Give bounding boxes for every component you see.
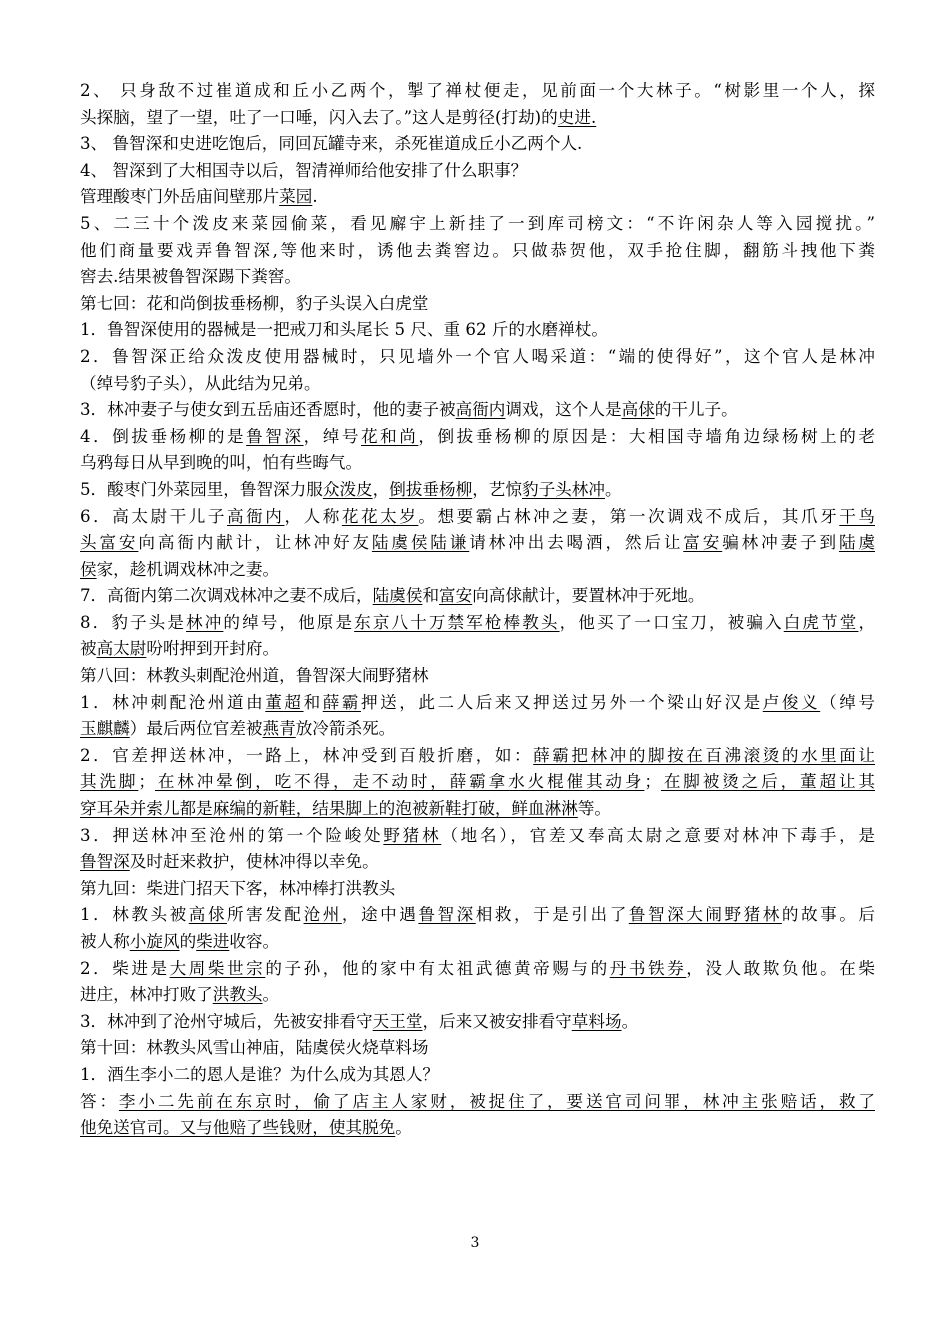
text-line	[80, 1089, 875, 1116]
underlined-answer: 他免送官司。又与他赔了些钱财，使其脱免	[80, 1118, 396, 1138]
text-segment: 家，趁机调戏林冲之妻。	[96, 559, 280, 579]
text-segment: ，倒拔垂杨柳的原因是：大相国寺墙角边绿杨树上的老	[418, 426, 875, 446]
underlined-answer: 草料场	[571, 1011, 622, 1031]
text-segment: 。	[604, 479, 622, 499]
text-line	[80, 716, 875, 743]
underlined-answer: 在林冲晕倒，吃不得，走不动时，薛霸拿水火棍催其动身	[154, 772, 645, 792]
text-segment: 的故事。后	[781, 905, 875, 925]
text-line	[80, 530, 875, 557]
text-line	[80, 131, 875, 158]
text-line	[80, 610, 875, 637]
text-segment: 的绰号，他原是	[223, 612, 355, 632]
text-line	[80, 1115, 875, 1142]
underlined-answer: 鲁智深	[80, 852, 130, 872]
underlined-answer: 富安	[683, 533, 723, 553]
underlined-answer: 野猪林	[383, 825, 442, 845]
underlined-answer: 高衙内	[227, 506, 285, 526]
text-segment: 。想要霸占林冲之妻，第一次调戏不成后，其爪牙	[418, 506, 840, 526]
underlined-answer: 众泼皮	[322, 479, 373, 499]
text-segment: 骗林冲妻子到	[722, 533, 839, 553]
underlined-answer: 其洗脚	[80, 772, 139, 792]
text-line	[80, 291, 875, 318]
text-segment: 7．高衙内第二次调戏林冲之妻不成后，	[80, 586, 373, 606]
text-line	[80, 1009, 875, 1036]
text-segment: 押送，此二人后来又押送过另外一个梁山好汉是	[360, 692, 763, 712]
underlined-answer: 陆虞侯	[372, 586, 423, 606]
underlined-answer: 白虎节堂	[783, 612, 859, 632]
text-segment: 1．鲁智深使用的器械是一把戒刀和头尾长 5 尺、重 62 斤的水磨禅杖。	[80, 320, 608, 340]
underlined-answer: 菜园	[279, 187, 313, 207]
text-segment: 2．鲁智深正给众泼皮使用器械时，只见墙外一个官人喝采道：“端的使得好”，这个官人是林冲	[80, 346, 875, 366]
document-body	[80, 78, 875, 1142]
text-segment: ）最后两位官差被	[129, 719, 263, 739]
text-line	[80, 902, 875, 929]
text-segment: 所害发配	[227, 905, 304, 925]
underlined-answer: 穿耳朵并索儿都是麻编的新鞋，结果脚上的泡被新鞋打破，鲜血淋淋	[80, 799, 578, 819]
underlined-answer: 小旋风	[129, 932, 180, 951]
text-segment: 4．倒拔垂杨柳的是	[80, 426, 247, 446]
underlined-answer: 薛霸把林冲的脚按在百沸滚烫的水里面让	[533, 745, 875, 765]
text-segment: 2．官差押送林冲，一路上，林冲受到百般折磨，如：	[80, 745, 534, 765]
text-segment: 3．押送林冲至沧州的第一个险峻处	[80, 825, 384, 845]
text-segment: 窖去.结果被鲁智深踢下粪窖。	[80, 267, 301, 287]
page-number: 3	[470, 1235, 480, 1251]
text-segment: 6．高太尉干儿子	[80, 506, 228, 526]
text-segment: ，后来又被安排看守	[422, 1011, 572, 1031]
text-segment: 。	[395, 1118, 412, 1138]
text-line	[80, 78, 875, 105]
text-line	[80, 397, 875, 424]
text-segment: ；	[138, 772, 155, 792]
text-segment: 2．柴进是	[80, 958, 170, 978]
text-line	[80, 477, 875, 504]
underlined-answer: 高俅	[188, 905, 228, 925]
text-line	[80, 690, 875, 717]
text-segment: （绰号	[820, 692, 875, 712]
underlined-answer: 柴进	[196, 932, 230, 951]
underlined-answer: 高衙内	[455, 400, 506, 420]
text-line	[80, 344, 875, 371]
text-segment: 的子孙，他的家中有太祖武德黄帝赐与的	[265, 958, 610, 978]
text-line	[80, 424, 875, 451]
text-segment: 进庄，林冲打败了	[80, 985, 213, 1005]
text-segment: 调戏，这个人是	[505, 400, 622, 420]
text-segment: 5、二三十个泼皮来菜园偷菜，看见廨宇上新挂了一到库司榜文：“不许闲杂人等入园搅扰。”	[80, 213, 875, 233]
text-segment: 第十回：林教头风雪山神庙，陆虞侯火烧草料场	[80, 1038, 429, 1058]
text-segment: ，绰号	[303, 426, 361, 446]
underlined-answer: 林冲	[186, 612, 224, 632]
underlined-answer: 侯	[80, 559, 97, 579]
text-line	[80, 238, 875, 265]
text-segment: ，	[372, 479, 390, 499]
text-segment: ，人称	[284, 506, 342, 526]
text-line	[80, 769, 875, 796]
underlined-answer: 高太尉	[96, 639, 147, 659]
text-line	[80, 211, 875, 238]
text-segment: 收容。	[229, 932, 280, 951]
text-segment: 3．林冲妻子与使女到五岳庙还香愿时，他的妻子被	[80, 400, 456, 420]
text-segment: 第七回：花和尚倒拔垂杨柳，豹子头误入白虎堂	[80, 293, 429, 313]
text-line	[80, 264, 875, 291]
text-line	[80, 504, 875, 531]
text-segment: 。	[262, 985, 280, 1005]
underlined-answer: 倒拔垂杨柳	[389, 479, 473, 499]
text-segment: 1．林教头被	[80, 905, 189, 925]
underlined-answer: 李小二先前在东京时，偷了店主人家财，被捉住了，要送官司问罪，林冲主张赔话，救了	[118, 1091, 875, 1111]
text-segment: ，途中遇	[341, 905, 419, 925]
text-segment: 和	[422, 586, 440, 606]
underlined-answer: 高俅	[621, 400, 655, 420]
underlined-answer: 陆虞	[838, 533, 875, 553]
underlined-answer: 在脚被烫之后，董超让其	[660, 772, 875, 792]
text-line	[80, 982, 875, 1009]
underlined-answer: 干鸟	[839, 506, 875, 526]
underlined-answer: 燕青	[262, 719, 296, 739]
underlined-answer: 薛霸	[322, 692, 361, 712]
underlined-answer: 富安	[439, 586, 473, 606]
text-line	[80, 557, 875, 584]
text-segment: 向高俅献计，要置林冲于死地。	[472, 586, 705, 606]
text-line	[80, 1062, 875, 1089]
text-line	[80, 663, 875, 690]
text-segment: 向高衙内献计，让林冲好友	[138, 533, 372, 553]
text-segment: 相救，于是引出了	[475, 905, 629, 925]
text-line	[80, 317, 875, 344]
text-line	[80, 105, 875, 132]
text-line	[80, 450, 875, 477]
text-segment: （绰号豹子头），从此结为兄弟。	[80, 373, 321, 393]
underlined-answer: 花花太岁	[341, 506, 419, 526]
underlined-answer: 天王堂	[372, 1011, 423, 1031]
underlined-answer: 陆虞侯陆谦	[371, 533, 470, 553]
text-segment: 1．酒生李小二的恩人是谁？为什么成为其恩人？	[80, 1064, 440, 1084]
text-line	[80, 796, 875, 823]
text-segment: 管理酸枣门外岳庙间壁那片	[80, 187, 280, 207]
text-segment: 请林冲出去喝酒，然后让	[469, 533, 684, 553]
text-line	[80, 1035, 875, 1062]
text-segment: （地名），官差又奉高太尉之意要对林冲下毒手，是	[441, 825, 875, 845]
text-segment: 头探脑，望了一望，吐了一口唾，闪入去了。”这人是剪径(打劫)的	[80, 107, 558, 127]
underlined-answer: 洪教头	[212, 985, 263, 1005]
text-segment: 2、 只身敌不过崔道成和丘小乙两个，掣了禅杖便走，见前面一个大林子。“树影里一个人，探	[80, 81, 875, 100]
text-line	[80, 743, 875, 770]
underlined-answer: 卢俊义	[762, 692, 821, 712]
underlined-answer: 花和尚	[360, 426, 419, 446]
text-segment: 4、 智深到了大相国寺以后，智清禅师给他安排了什么职事？	[80, 160, 528, 180]
text-segment: 及时赶来救护，使林冲得以幸免。	[129, 852, 379, 872]
text-segment: ，没人敢欺负他。在柴	[686, 958, 875, 978]
text-segment: 的干儿子。	[654, 400, 738, 420]
underlined-answer: 头富安	[80, 533, 139, 553]
text-line	[80, 849, 875, 876]
underlined-answer: 沧州	[303, 905, 342, 925]
text-segment: 他们商量要戏弄鲁智深,等他来时，诱他去粪窖边。只做恭贺他，双手抢住脚，翻筋斗拽他下粪	[80, 240, 875, 260]
text-line	[80, 823, 875, 850]
underlined-answer: 史进.	[557, 107, 597, 127]
text-segment: 1．林冲刺配沧州道由	[80, 692, 266, 712]
text-line	[80, 158, 875, 185]
text-segment: ，艺惊	[472, 479, 522, 499]
text-segment: ，	[858, 612, 875, 632]
text-segment: 放冷箭杀死。	[295, 719, 396, 739]
text-segment: 第九回：柴进门招天下客，林冲棒打洪教头	[80, 878, 396, 898]
text-segment: 被人称	[80, 932, 130, 951]
text-segment: .	[312, 187, 318, 207]
text-segment: 第八回：林教头刺配沧州道，鲁智深大闹野猪林	[80, 666, 429, 686]
text-line	[80, 583, 875, 610]
text-segment: 吩咐押到开封府。	[146, 639, 280, 659]
text-segment: 3、 鲁智深和史进吃饱后，同回瓦罐寺来，杀死崔道成丘小乙两个人.	[80, 134, 583, 154]
underlined-answer: 鲁智深	[418, 905, 476, 925]
text-segment: 5．酸枣门外菜园里，鲁智深力服	[80, 479, 323, 499]
text-line	[80, 956, 875, 983]
text-segment: ；	[644, 772, 661, 792]
underlined-answer: 鲁智深大闹野猪林	[628, 905, 782, 925]
underlined-answer: 玉麒麟	[80, 719, 130, 739]
text-segment: ，他买了一口宝刀，被骗入	[559, 612, 784, 632]
text-segment: 3．林冲到了沧州守城后，先被安排看守	[80, 1011, 373, 1031]
text-segment: 8．豹子头是	[80, 612, 187, 632]
underlined-answer: 豹子头林冲	[522, 479, 605, 499]
text-line	[80, 184, 875, 211]
text-line	[80, 929, 875, 956]
text-segment: 被	[80, 639, 97, 659]
underlined-answer: 鲁智深	[246, 426, 304, 446]
underlined-answer: 丹书铁券	[609, 958, 687, 978]
text-segment: 答：	[80, 1091, 119, 1111]
text-segment: 等。	[577, 799, 611, 819]
underlined-answer: 大周柴世宗	[169, 958, 266, 978]
text-segment: 。	[621, 1011, 639, 1031]
text-line	[80, 371, 875, 398]
text-segment: 的	[179, 932, 197, 951]
text-segment: 乌鸦每日从早到晚的叫，怕有些晦气。	[80, 453, 363, 473]
text-line	[80, 636, 875, 663]
text-segment: 和	[303, 692, 323, 712]
underlined-answer: 东京八十万禁军枪棒教头	[354, 612, 560, 632]
underlined-answer: 董超	[265, 692, 304, 712]
text-line	[80, 876, 875, 903]
